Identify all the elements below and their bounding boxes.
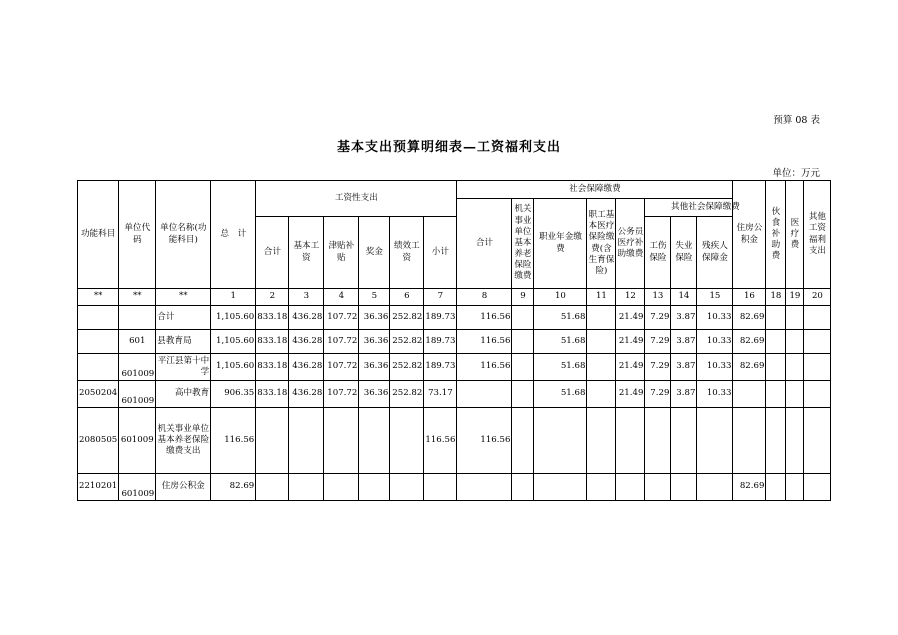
header-civil-medical: 公务员医疗补助缴费 [616, 199, 645, 289]
pension-value [457, 474, 512, 501]
annuity-value [512, 306, 534, 330]
page-title: 基本支出预算明细表—工资福利支出 [336, 140, 561, 155]
header-unemployment: 失业保险 [671, 217, 697, 289]
allowance-value: 107.72 [324, 354, 359, 381]
func-code: 2050204 [78, 381, 119, 408]
header-other-sub: 小计 [424, 217, 457, 289]
civil-medical-value [587, 330, 616, 354]
annuity-value [512, 381, 534, 408]
col-index: 3 [289, 289, 324, 306]
col-index: 4 [324, 289, 359, 306]
meal-value [766, 474, 786, 501]
disability-value: 10.33 [697, 330, 733, 354]
form-number: 预算 08 表 [773, 115, 820, 126]
medical-fee-value [786, 306, 804, 330]
col-index: 1 [211, 289, 256, 306]
medical-fee-value [786, 408, 804, 474]
col-index: ** [78, 289, 119, 306]
basic-wage-value [289, 408, 324, 474]
header-other-social-group: 其他社会保障缴费 [645, 199, 766, 217]
pension-value [457, 381, 512, 408]
unemployment-value: 3.87 [671, 330, 697, 354]
header-unit-code: 单位代码 [119, 181, 156, 289]
bonus-value: 36.36 [359, 381, 390, 408]
header-bonus: 奖金 [359, 217, 390, 289]
injury-value [645, 474, 671, 501]
other-sub-value: 21.49 [616, 306, 645, 330]
allowance-value [324, 408, 359, 474]
total-value: 1,105.60 [211, 354, 256, 381]
func-code: 2080505 [78, 408, 119, 474]
meal-value [766, 408, 786, 474]
header-medical-fee: 医疗费 [786, 181, 804, 289]
budget-table [77, 180, 831, 501]
header-func-code: 功能科目 [78, 181, 119, 289]
allowance-value: 107.72 [324, 330, 359, 354]
injury-value: 7.29 [645, 381, 671, 408]
unit-name: 住房公积金 [156, 474, 211, 501]
col-index: 6 [390, 289, 424, 306]
housing-value: 82.69 [733, 330, 766, 354]
unemployment-value: 3.87 [671, 381, 697, 408]
civil-medical-value [587, 408, 616, 474]
performance-value [390, 474, 424, 501]
header-disability: 残疾人保障金 [697, 217, 733, 289]
func-code: 2210201 [78, 474, 119, 501]
performance-value: 252.82 [390, 330, 424, 354]
total-value: 1,105.60 [211, 306, 256, 330]
header-pension: 机关事业单位基本养老保险缴费 [512, 199, 534, 289]
unit-code: 601009 [119, 408, 156, 474]
other-sub-value: 21.49 [616, 354, 645, 381]
col-index: 20 [804, 289, 831, 306]
func-code [78, 354, 119, 381]
housing-value [733, 381, 766, 408]
header-medical: 职工基本医疗保险缴费(含生育保险) [587, 199, 616, 289]
col-index: ** [156, 289, 211, 306]
col-index: 13 [645, 289, 671, 306]
col-index: 19 [786, 289, 804, 306]
housing-value [733, 408, 766, 474]
header-other-welfare: 其他工资福利支出 [804, 181, 831, 289]
other-welfare-value [804, 354, 831, 381]
social-total-value: 73.17 [424, 381, 457, 408]
header-basic-wage: 基本工资 [289, 217, 324, 289]
wage-total-value [256, 474, 289, 501]
injury-value: 7.29 [645, 306, 671, 330]
other-welfare-value [804, 330, 831, 354]
disability-value [697, 408, 733, 474]
disability-value: 10.33 [697, 381, 733, 408]
col-index: 11 [587, 289, 616, 306]
civil-medical-value [587, 381, 616, 408]
col-index: 7 [424, 289, 457, 306]
wage-total-value: 833.18 [256, 306, 289, 330]
annuity-value [512, 474, 534, 501]
housing-value: 82.69 [733, 474, 766, 501]
pension-value: 116.56 [457, 330, 512, 354]
civil-medical-value [587, 474, 616, 501]
unemployment-value: 3.87 [671, 354, 697, 381]
table-row [78, 330, 831, 354]
meal-value [766, 381, 786, 408]
medical-fee-value [786, 381, 804, 408]
other-sub-value [616, 474, 645, 501]
func-code [78, 330, 119, 354]
unit-code: 601009 [119, 381, 156, 408]
social-total-value: 116.56 [424, 408, 457, 474]
wage-total-value: 833.18 [256, 330, 289, 354]
unit-code: 601009 [119, 354, 156, 381]
col-index: 5 [359, 289, 390, 306]
unit-code: 601009 [119, 474, 156, 501]
bonus-value: 36.36 [359, 330, 390, 354]
col-index: ** [119, 289, 156, 306]
allowance-value: 107.72 [324, 306, 359, 330]
other-welfare-value [804, 408, 831, 474]
performance-value [390, 408, 424, 474]
other-welfare-value [804, 474, 831, 501]
header-wage-sub: 合计 [256, 217, 289, 289]
header-housing: 住房公积金 [733, 181, 766, 289]
injury-value [645, 408, 671, 474]
total-value: 82.69 [211, 474, 256, 501]
other-welfare-value [804, 381, 831, 408]
annuity-value [512, 408, 534, 474]
unit-name: 县教育局 [156, 330, 211, 354]
basic-wage-value [289, 474, 324, 501]
unit-code: 601 [119, 330, 156, 354]
medical-value [534, 408, 587, 474]
header-wage-group: 工资性支出 [256, 181, 457, 217]
unit-name: 机关事业单位基本养老保险缴费支出 [156, 408, 211, 474]
other-welfare-value [804, 306, 831, 330]
meal-value [766, 330, 786, 354]
other-sub-value: 21.49 [616, 330, 645, 354]
total-value: 906.35 [211, 381, 256, 408]
wage-total-value [256, 408, 289, 474]
basic-wage-value: 436.28 [289, 306, 324, 330]
civil-medical-value [587, 354, 616, 381]
unemployment-value [671, 408, 697, 474]
basic-wage-value: 436.28 [289, 330, 324, 354]
medical-fee-value [786, 474, 804, 501]
social-total-value: 189.73 [424, 306, 457, 330]
header-meal: 伙食补助费 [766, 181, 786, 289]
col-index: 14 [671, 289, 697, 306]
disability-value: 10.33 [697, 306, 733, 330]
medical-value: 51.68 [534, 354, 587, 381]
col-index: 2 [256, 289, 289, 306]
col-index: 9 [512, 289, 534, 306]
civil-medical-value [587, 306, 616, 330]
wage-total-value: 833.18 [256, 381, 289, 408]
header-annuity: 职业年金缴费 [534, 199, 587, 289]
basic-wage-value: 436.28 [289, 354, 324, 381]
bonus-value [359, 408, 390, 474]
table-row [78, 474, 831, 501]
disability-value [697, 474, 733, 501]
pension-value: 116.56 [457, 306, 512, 330]
total-value: 116.56 [211, 408, 256, 474]
housing-value: 82.69 [733, 354, 766, 381]
injury-value: 7.29 [645, 330, 671, 354]
col-index: 8 [457, 289, 512, 306]
medical-value: 51.68 [534, 381, 587, 408]
social-total-value [424, 474, 457, 501]
unemployment-value [671, 474, 697, 501]
header-social-sub: 合计 [457, 199, 512, 289]
medical-value: 51.68 [534, 306, 587, 330]
col-index: 12 [616, 289, 645, 306]
allowance-value [324, 474, 359, 501]
performance-value: 252.82 [390, 381, 424, 408]
header-total: 总 计 [211, 181, 256, 289]
col-index: 16 [733, 289, 766, 306]
meal-value [766, 354, 786, 381]
medical-value: 51.68 [534, 330, 587, 354]
col-index: 18 [766, 289, 786, 306]
header-injury: 工伤保险 [645, 217, 671, 289]
table-row [78, 306, 831, 330]
annuity-value [512, 330, 534, 354]
bonus-value: 36.36 [359, 306, 390, 330]
medical-value [534, 474, 587, 501]
performance-value: 252.82 [390, 306, 424, 330]
pension-value: 116.56 [457, 354, 512, 381]
table-row [78, 381, 831, 408]
allowance-value: 107.72 [324, 381, 359, 408]
total-value: 1,105.60 [211, 330, 256, 354]
col-index: 10 [534, 289, 587, 306]
housing-value: 82.69 [733, 306, 766, 330]
header-performance: 绩效工资 [390, 217, 424, 289]
disability-value: 10.33 [697, 354, 733, 381]
injury-value: 7.29 [645, 354, 671, 381]
social-total-value: 189.73 [424, 330, 457, 354]
other-sub-value [616, 408, 645, 474]
table-row [78, 354, 831, 381]
basic-wage-value: 436.28 [289, 381, 324, 408]
func-code [78, 306, 119, 330]
medical-fee-value [786, 354, 804, 381]
bonus-value [359, 474, 390, 501]
social-total-value: 189.73 [424, 354, 457, 381]
unemployment-value: 3.87 [671, 306, 697, 330]
unit-label: 单位：万元 [772, 168, 820, 179]
unit-code [119, 306, 156, 330]
other-sub-value: 21.49 [616, 381, 645, 408]
bonus-value: 36.36 [359, 354, 390, 381]
unit-name: 合计 [156, 306, 211, 330]
header-social-group: 社会保障缴费 [457, 181, 733, 199]
wage-total-value: 833.18 [256, 354, 289, 381]
column-index-row [78, 289, 831, 306]
medical-fee-value [786, 330, 804, 354]
unit-name: 平江县第十中学 [156, 354, 211, 381]
pension-value: 116.56 [457, 408, 512, 474]
meal-value [766, 306, 786, 330]
col-index: 15 [697, 289, 733, 306]
header-unit-name: 单位名称(功能科目) [156, 181, 211, 289]
annuity-value [512, 354, 534, 381]
header-allowance: 津贴补贴 [324, 217, 359, 289]
performance-value: 252.82 [390, 354, 424, 381]
unit-name: 高中教育 [156, 381, 211, 408]
table-row [78, 408, 831, 474]
